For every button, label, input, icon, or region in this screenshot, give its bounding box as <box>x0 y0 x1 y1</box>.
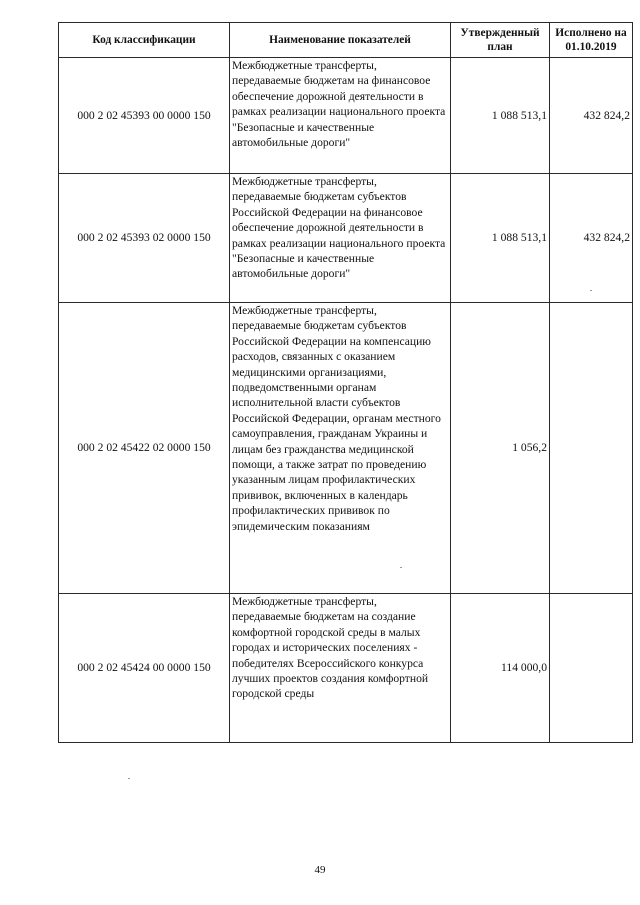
table-header-row <box>59 23 633 58</box>
row-plan: 1 088 513,1 <box>451 58 550 174</box>
row-name: Межбюджетные трансферты, передаваемые бюджетам на создание комфортной городской среды в малых городах и исторических поселениях - победителях Всероссийского конкурса лучших проектов создания комфортной городской среды <box>230 594 451 743</box>
table-row <box>59 594 633 743</box>
header-done: Исполнено на 01.10.2019 <box>550 23 633 58</box>
row-code: 000 2 02 45393 02 0000 150 <box>59 174 230 303</box>
row-plan: 1 056,2 <box>451 303 550 594</box>
row-code: 000 2 02 45422 02 0000 150 <box>59 303 230 594</box>
scan-speck <box>590 290 592 291</box>
row-name: Межбюджетные трансферты, передаваемые бюджетам субъектов Российской Федерации на финансовое обеспечение дорожной деятельности в рамках реализации национального проекта "Безопасные и качественные автомобильные дороги" <box>230 174 451 303</box>
scan-speck <box>400 567 402 568</box>
row-done <box>550 303 633 594</box>
scan-speck <box>128 778 130 779</box>
budget-table <box>58 22 633 743</box>
header-plan: Утвержденный план <box>451 23 550 58</box>
header-code: Код классификации <box>59 23 230 58</box>
row-name: Межбюджетные трансферты, передаваемые бюджетам на финансовое обеспечение дорожной деятельности в рамках реализации национального проекта "Безопасные и качественные автомобильные дороги" <box>230 58 451 174</box>
row-code: 000 2 02 45424 00 0000 150 <box>59 594 230 743</box>
row-done: 432 824,2 <box>550 174 633 303</box>
row-plan: 1 088 513,1 <box>451 174 550 303</box>
row-plan: 114 000,0 <box>451 594 550 743</box>
page-number: 49 <box>314 864 326 876</box>
header-name: Наименование показателей <box>230 23 451 58</box>
table-row <box>59 174 633 303</box>
table-row <box>59 58 633 174</box>
row-done <box>550 594 633 743</box>
row-done: 432 824,2 <box>550 58 633 174</box>
table-row <box>59 303 633 594</box>
row-name: Межбюджетные трансферты, передаваемые бюджетам субъектов Российской Федерации на компенсацию расходов, связанных с оказанием медицинскими организациями, подведомственными органам исполнительной власти субъектов Российской Федерации, органам местного самоуправления, гражданам Украины и лицам без гражданства медицинской помощи, а также затрат по проведению указанным лицам профилактических прививок, включенных в календарь профилактических прививок по эпидемическим показаниям <box>230 303 451 594</box>
row-code: 000 2 02 45393 00 0000 150 <box>59 58 230 174</box>
